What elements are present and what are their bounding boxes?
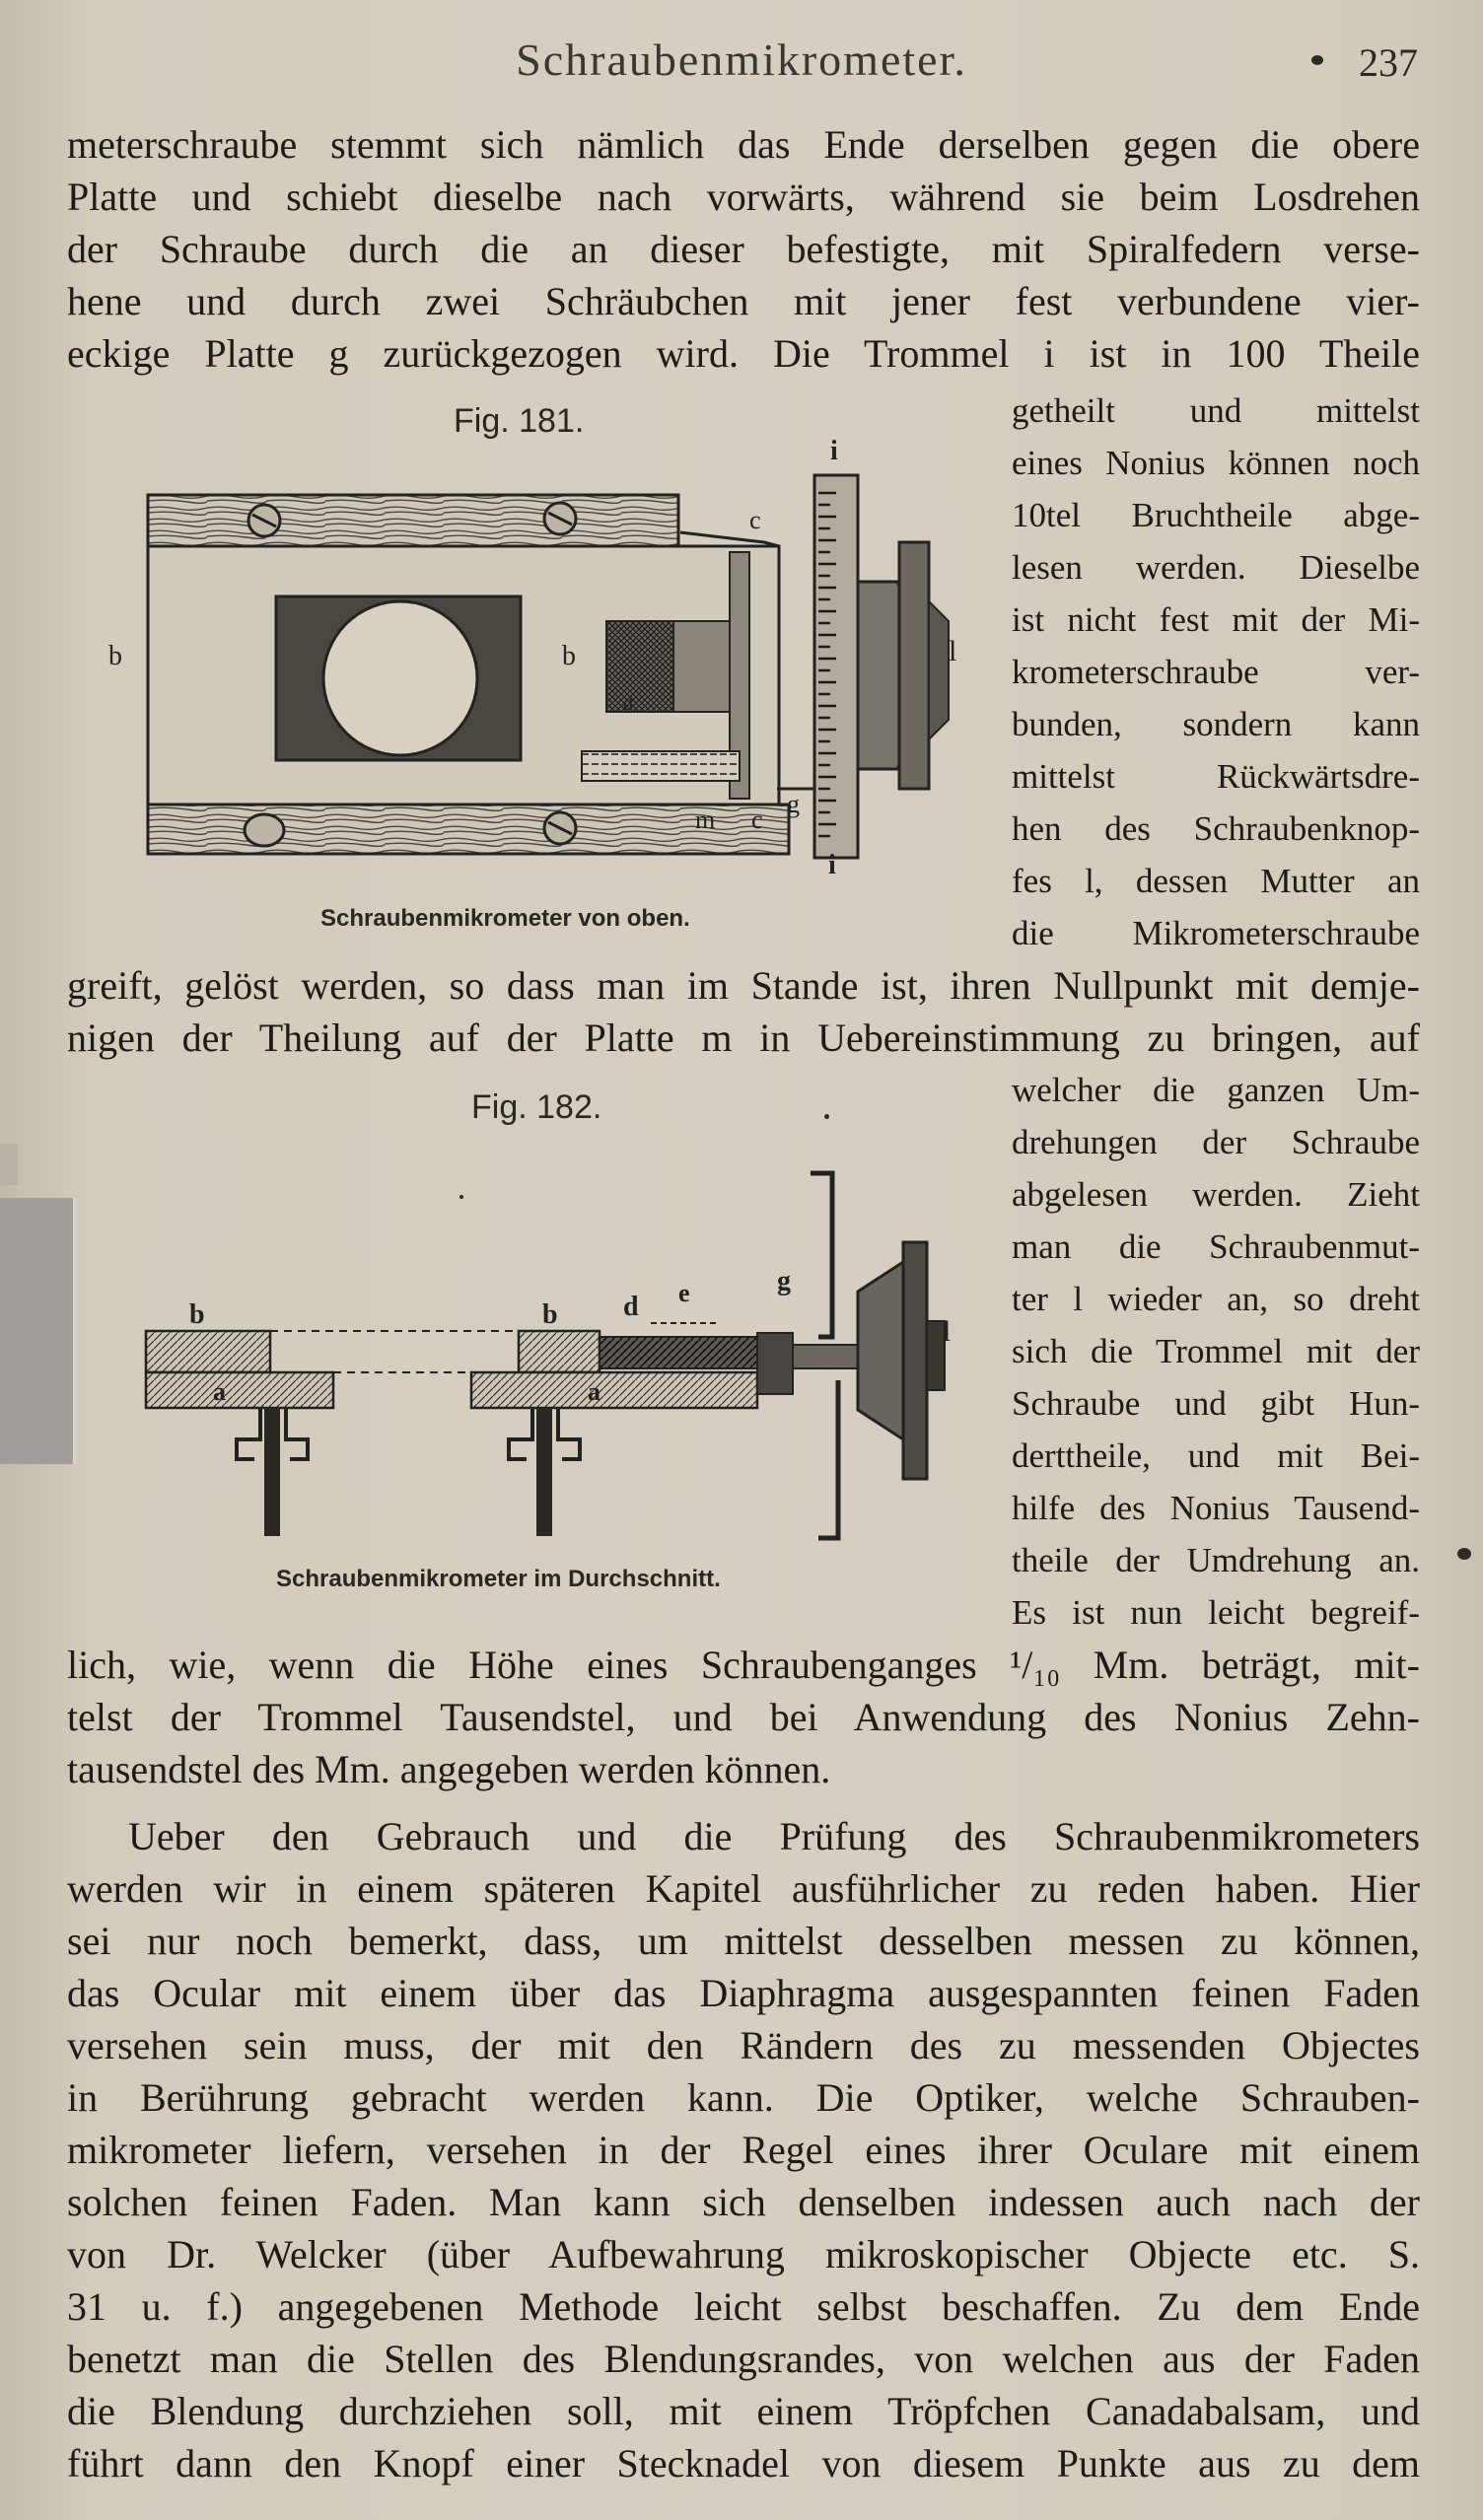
dust-speck [459,1195,463,1199]
side-text-line: hilfe des Nonius Tausend- [1012,1489,1420,1527]
figure-182-title: Fig. 182. [471,1088,602,1126]
fig181-label-i-top: i [830,436,838,466]
side-text-line: ist nicht fest mit der Mi- [1012,600,1420,639]
text-line: greift, gelöst werden, so dass man im Stande ist, ihren Nullpunkt mit demje- [67,963,1420,1008]
side-text-line: abgelesen werden. Zieht [1012,1175,1420,1214]
text-line: werden wir in einem späteren Kapitel ausführlicher zu reden haben. Hier [67,1866,1420,1911]
side-text-line: getheilt und mittelst [1012,391,1420,430]
dust-speck [1311,55,1323,65]
text-line: in Berührung gebracht werden kann. Die Optiker, welche Schrauben- [67,2075,1420,2120]
text-line: eckige Platte g zurückgezogen wird. Die Trommel i ist in 100 Theile [67,331,1420,376]
text-line: 31 u. f.) angegebenen Methode leicht selbst beschaffen. Zu dem Ende [67,2284,1420,2329]
side-text-line: eines Nonius können noch [1012,444,1420,482]
dust-speck [1457,1548,1471,1560]
fig181-label-l: l [949,635,957,667]
side-text-line: welcher die ganzen Um- [1012,1071,1420,1109]
fig181-label-c2: c [751,805,763,834]
text-line: das Ocular mit einem über das Diaphragma ausgespannten feinen Faden [67,1971,1420,2015]
fig182-label-a-mid: a [588,1377,600,1406]
text-line: nigen der Theilung auf der Platte m in Uebereinstimmung zu bringen, auf [67,1015,1420,1060]
running-header [0,34,1483,89]
text-line: die Blendung durchziehen soll, mit einem Tröpfchen Canadabalsam, und [67,2389,1420,2433]
text-line: tausendstel des Mm. angegeben werden können. [67,1747,831,1791]
figure-182-caption: Schraubenmikrometer im Durchschnitt. [276,1566,721,1592]
fig181-label-c: c [749,506,761,534]
side-text-line: krometerschraube ver- [1012,653,1420,691]
side-text-line: 10tel Bruchtheile abge- [1012,496,1420,534]
text-line: mikrometer liefern, versehen in der Regel eines ihrer Oculare mit einem [67,2128,1420,2172]
fig181-label-g: g [787,790,800,818]
running-title: Schraubenmikrometer. [516,35,967,85]
figure-181-title: Fig. 181. [454,402,585,440]
side-text-line: man die Schraubenmut- [1012,1227,1420,1266]
fig182-label-d: d [623,1292,639,1322]
side-text-line: mittelst Rückwärtsdre- [1012,757,1420,796]
side-text-line: lesen werden. Dieselbe [1012,548,1420,587]
text-line: meterschraube stemmt sich nämlich das Ende derselben gegen die obere [67,122,1420,167]
text-line: sei nur noch bemerkt, dass, um mittelst desselben messen zu können, [67,1919,1420,1963]
page-edge-mark [0,1144,18,1185]
text-line: lich, wie, wenn die Höhe eines Schraubenganges ¹/₁₀ Mm. beträgt, mit- [67,1643,1420,1687]
text-line: telst der Trommel Tausendstel, und bei Anwendung des Nonius Zehn- [67,1695,1420,1739]
text-line: versehen sein muss, der mit den Rändern des zu messenden Objectes [67,2023,1420,2067]
side-text-line: Schraube und gibt Hun- [1012,1384,1420,1423]
fig181-label-i-bottom: i [828,850,836,880]
side-text-line: ter l wieder an, so dreht [1012,1280,1420,1318]
text-line: führt dann den Knopf einer Stecknadel von diesem Punkte aus zu dem [67,2441,1420,2485]
side-text-line: drehungen der Schraube [1012,1123,1420,1161]
page-number: 237 [1359,40,1418,85]
fig181-label-d: d [623,693,633,715]
figure-182-illustration [138,1144,966,1538]
side-text-line: bunden, sondern kann [1012,705,1420,743]
side-text-line: hen des Schraubenknop- [1012,809,1420,848]
fig181-label-b-left: b [108,641,122,671]
page-edge-tab [0,1198,76,1464]
side-text-line: Es ist nun leicht begreif- [1012,1593,1420,1632]
text-line: Platte und schiebt dieselbe nach vorwärts, während sie beim Losdrehen [67,175,1420,219]
side-text-line: theile der Umdrehung an. [1012,1541,1420,1579]
dust-speck [824,1114,829,1119]
fig181-label-b-inner: b [562,641,576,671]
text-line: hene und durch zwei Schräubchen mit jener fest verbundene vier- [67,279,1420,323]
fig181-label-m: m [695,805,716,834]
text-line: solchen feinen Faden. Man kann sich denselben indessen auch nach der [67,2180,1420,2224]
side-text-line: sich die Trommel mit der [1012,1332,1420,1370]
text-line: Ueber den Gebrauch und die Prüfung des Schraubenmikrometers [128,1814,1420,1858]
fig182-label-g: g [777,1266,791,1296]
figure-181-caption: Schraubenmikrometer von oben. [320,905,690,932]
side-text-line: die Mikrometerschraube [1012,914,1420,952]
fig182-label-a-left: a [213,1377,226,1406]
text-line: der Schraube durch die an dieser befestigte, mit Spiralfedern verse- [67,227,1420,271]
figure-181-illustration [108,434,976,880]
side-text-line: derttheile, und mit Bei- [1012,1436,1420,1475]
text-line: von Dr. Welcker (über Aufbewahrung mikroskopischer Objecte etc. S. [67,2232,1420,2276]
fig182-label-b-left: b [189,1299,205,1330]
fig182-label-e: e [678,1279,690,1307]
fig182-label-b-mid: b [542,1299,558,1330]
fig182-label-l: l [943,1315,952,1348]
side-text-line: fes l, dessen Mutter an [1012,862,1420,900]
text-line: benetzt man die Stellen des Blendungsrandes, von welchen aus der Faden [67,2337,1420,2381]
